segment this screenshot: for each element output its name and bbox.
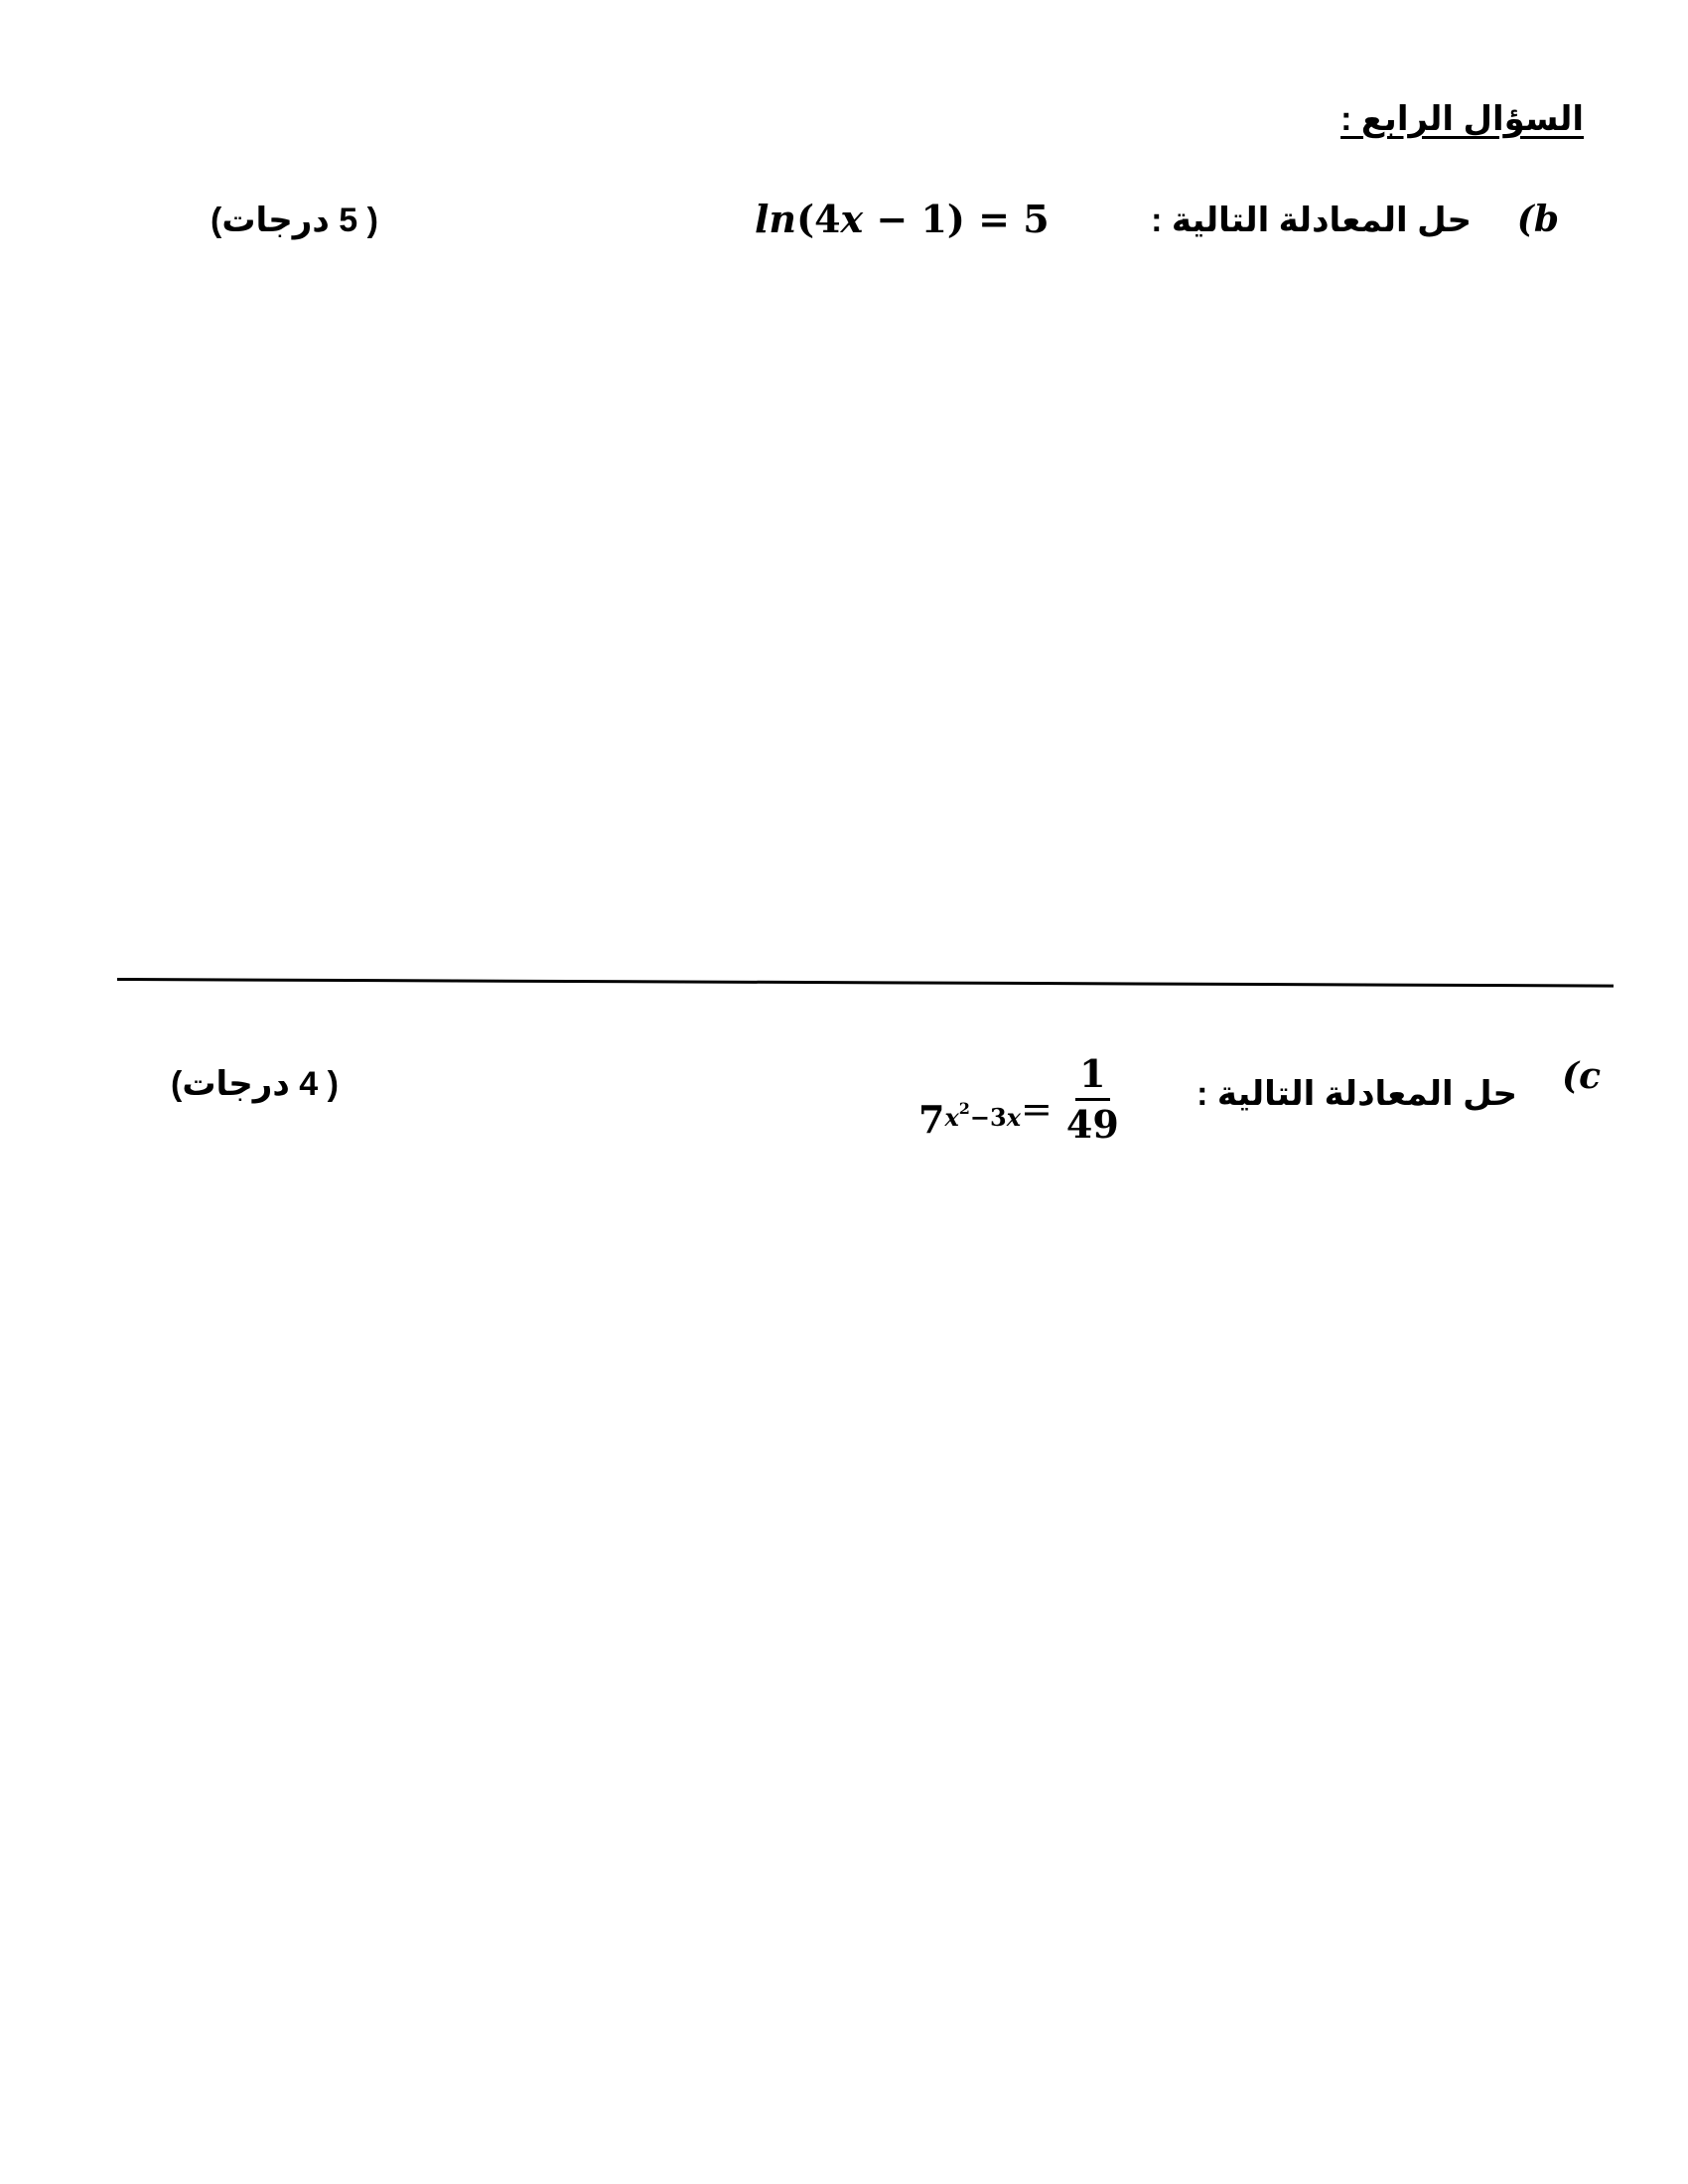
variable-x: x bbox=[840, 197, 864, 241]
ln-function: ln bbox=[755, 197, 797, 241]
question-c-instruction: حل المعادلة التالية : bbox=[1196, 1075, 1517, 1113]
equals-sign: = bbox=[1021, 1086, 1053, 1131]
minus-term: − 1 bbox=[863, 197, 947, 241]
section-divider bbox=[117, 978, 1614, 988]
close-paren: ) bbox=[946, 197, 965, 241]
question-c-equation bbox=[918, 1052, 1123, 1147]
question-c-marks: ( 4 درجات) bbox=[171, 1065, 339, 1103]
question-b-instruction: حل المعادلة التالية : bbox=[1151, 202, 1472, 239]
coefficient: 4 bbox=[814, 197, 841, 241]
fraction-numerator: 1 bbox=[1075, 1052, 1109, 1101]
question-b-letter: (b bbox=[1516, 199, 1559, 240]
exponent-base: 7 bbox=[918, 1097, 945, 1142]
right-hand-side: = 5 bbox=[964, 197, 1050, 241]
question-c-letter: (c bbox=[1562, 1055, 1601, 1097]
fraction-denominator: 49 bbox=[1065, 1102, 1119, 1147]
exponent-expression: $x^2-3x$ bbox=[944, 1099, 1022, 1132]
open-paren: ( bbox=[796, 197, 815, 241]
question-b-marks: ( 5 درجات) bbox=[211, 202, 378, 239]
question-heading: السؤال الرابع : bbox=[1340, 100, 1584, 138]
question-b-equation bbox=[755, 197, 1050, 241]
fraction bbox=[1062, 1052, 1123, 1147]
